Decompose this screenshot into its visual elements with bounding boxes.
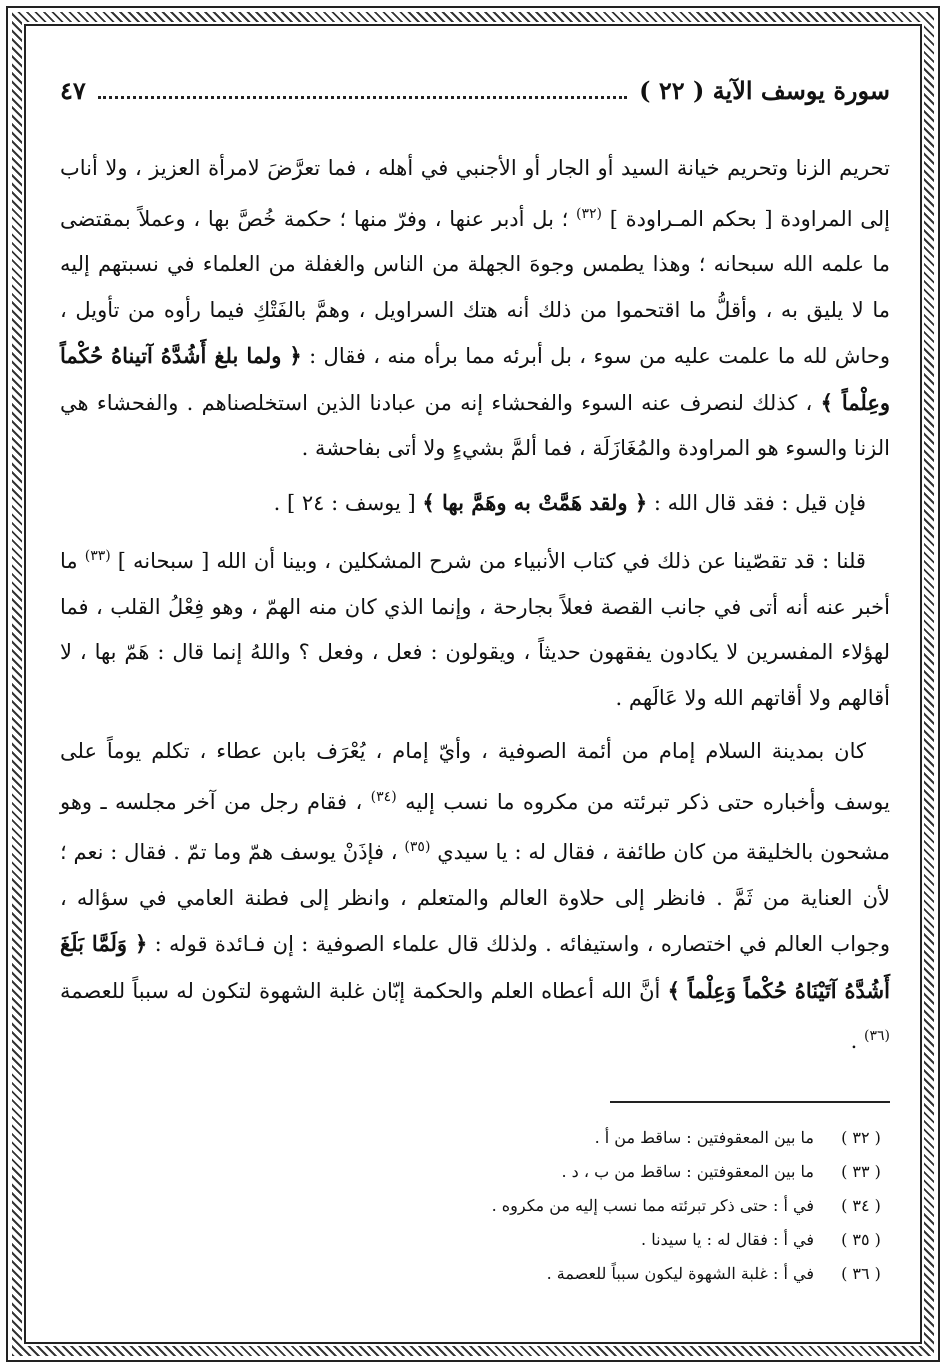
paragraph-2-text-a: فإن قيل : فقد قال الله : xyxy=(653,490,866,515)
footnote-text: في أ : غلبة الشهوة ليكون سبباً للعصمة . xyxy=(546,1263,814,1283)
page-number: ٤٧ xyxy=(60,75,86,105)
footnote-item xyxy=(60,1223,890,1257)
footnote-item xyxy=(60,1257,890,1291)
paragraph-4-text-c: ، فإذَنْ يوسف همّ وما تمّ . فقال : نعم ؛ لأن العناية من ثَمَّ . فانظر إلى حلاوة العالم والمتعلم ، وانظر إلى فطنة العامي في سؤاله ، وجواب العالم في اختصاره ، واستيفائه . ولذلك قال علماء الصوفية : إن فـائدة قوله : xyxy=(60,840,890,956)
footnote-ref-36: (٣٦) xyxy=(864,1028,890,1044)
paragraph-4 xyxy=(60,729,890,1065)
body-text xyxy=(60,146,890,1065)
footnote-item xyxy=(60,1155,890,1189)
footnote-item xyxy=(60,1121,890,1155)
footnote-text: في أ : حتى ذكر تبرئته مما نسب إليه من مكروه . xyxy=(491,1195,814,1215)
footnote-item xyxy=(60,1189,890,1223)
footnote-text: ما بين المعقوفتين : ساقط من أ . xyxy=(594,1127,814,1147)
paragraph-2-text-b: [ يوسف : ٢٤ ] . xyxy=(273,490,416,515)
paragraph-2 xyxy=(60,480,890,527)
footnote-text: ما بين المعقوفتين : ساقط من ب ، د . xyxy=(561,1161,814,1181)
footnote-ref-35: (٣٥) xyxy=(404,839,431,855)
paragraph-3-text-b: ما أخبر عنه أنه أتى في جانب القصة فعلاً بجارحة ، وإنما الذي كان منه الهمّ ، وهو فِعْلُ القلب ، فما لهؤلاء المفسرين لا يكادون يفقهون حديثاً ، ويقولون : فعل ، وفعل ؟ واللهُ إنما قال : هَمّ بها ، لا أقالهم ولا أقاتهم الله ولا عَالَهم . xyxy=(60,549,890,710)
paragraph-3-text-a: قلنا : قد تقصّينا عن ذلك في كتاب الأنبياء من شرح المشكلين ، وبينا أن الله [ سبحانه ] xyxy=(117,549,866,573)
footnote-separator xyxy=(610,1101,890,1103)
footnotes xyxy=(60,1121,890,1291)
footnote-number: ( ٣٢ ) xyxy=(841,1127,881,1147)
header-leader-dots xyxy=(98,82,627,99)
paragraph-1-text-a: تحريم الزنا وتحريم خيانة السيد أو الجار أو الأجنبي في أهله ، فما تعرَّضَ لامرأة العزيز ، ولا أناب إلى المراودة [ بحكم المـراودة ] xyxy=(60,156,890,231)
paragraph-4-text-e: . xyxy=(850,1029,858,1053)
paragraph-4-text-d: أنَّ الله أعطاه العلم والحكمة إبّان غلبة الشهوة لتكون له سبباً للعصمة xyxy=(60,978,661,1003)
footnote-ref-33: (٣٣) xyxy=(84,548,111,564)
footnote-ref-34: (٣٤) xyxy=(370,788,397,805)
quran-verse-3: ﴿ وَلَمَّا بَلَغَ أَشُدَّهُ آتَيْنَاهُ حُكْماً وَعِلْماً ﴾ xyxy=(60,931,890,1003)
quran-verse-2: ﴿ ولقد هَمَّتْ به وهَمَّ بها ﴾ xyxy=(422,489,648,515)
paragraph-3 xyxy=(60,534,890,721)
header-title: سورة يوسف الآية ( ٢٢ ) xyxy=(639,75,890,105)
footnote-number: ( ٣٣ ) xyxy=(841,1161,881,1181)
paragraph-4-text-b: ، فقام رجل من آخر مجلسه ـ وهو مشحون بالخليقة من كان طائفة ، فقال له : يا سيدي xyxy=(60,789,890,864)
running-header xyxy=(60,60,890,112)
footnote-number: ( ٣٥ ) xyxy=(841,1229,881,1249)
paragraph-1-text-c: ، كذلك لنصرف عنه السوء والفحشاء إنه من عبادنا الذين استخلصناهم . والفحشاء هي الزنا والسوء هو المراودة والمُغَازَلَة ، فما ألمَّ بشيءٍ ولا أتى بفاحشة . xyxy=(60,390,890,460)
footnote-number: ( ٣٤ ) xyxy=(841,1195,881,1215)
page-content xyxy=(60,60,890,1310)
paragraph-1 xyxy=(60,146,890,472)
footnote-text: في أ : فقال له : يا سيدنا . xyxy=(641,1229,814,1249)
paragraph-4-text-a: كان بمدينة السلام إمام من أئمة الصوفية ، وأيّ إمام ، يُعْرَف بابن عطاء ، تكلم يوماً على يوسف وأخباره حتى ذكر تبرئته من مكروه ما نسب إليه xyxy=(60,739,890,814)
quran-verse-1: ﴿ ولما بلغ أَشُدَّهُ آتيناهُ حُكْماً وعِلْماً ﴾ xyxy=(60,343,890,415)
paragraph-1-text-b: ؛ بل أدبر عنها ، وفرّ منها ؛ حكمة خُصَّ بها ، وعملاً بمقتضى ما علمه الله سبحانه ؛ وهذا يطمس وجوهَ الجهلة من الناس والغفلة من العلماء في نسبتهم إليه ما لا يليق به ، وأقلُّ ما اقتحموا من ذلك أنه هتك السراويل ، وهمَّ بالفَتْكِ فيما رأوه من تأويل ، وحاش لله ما علمت عليه من سوء ، بل أبرئه مما برأه منه ، فقال : xyxy=(60,206,890,368)
footnote-ref-32: (٣٢) xyxy=(576,205,602,222)
footnote-number: ( ٣٦ ) xyxy=(841,1263,881,1283)
